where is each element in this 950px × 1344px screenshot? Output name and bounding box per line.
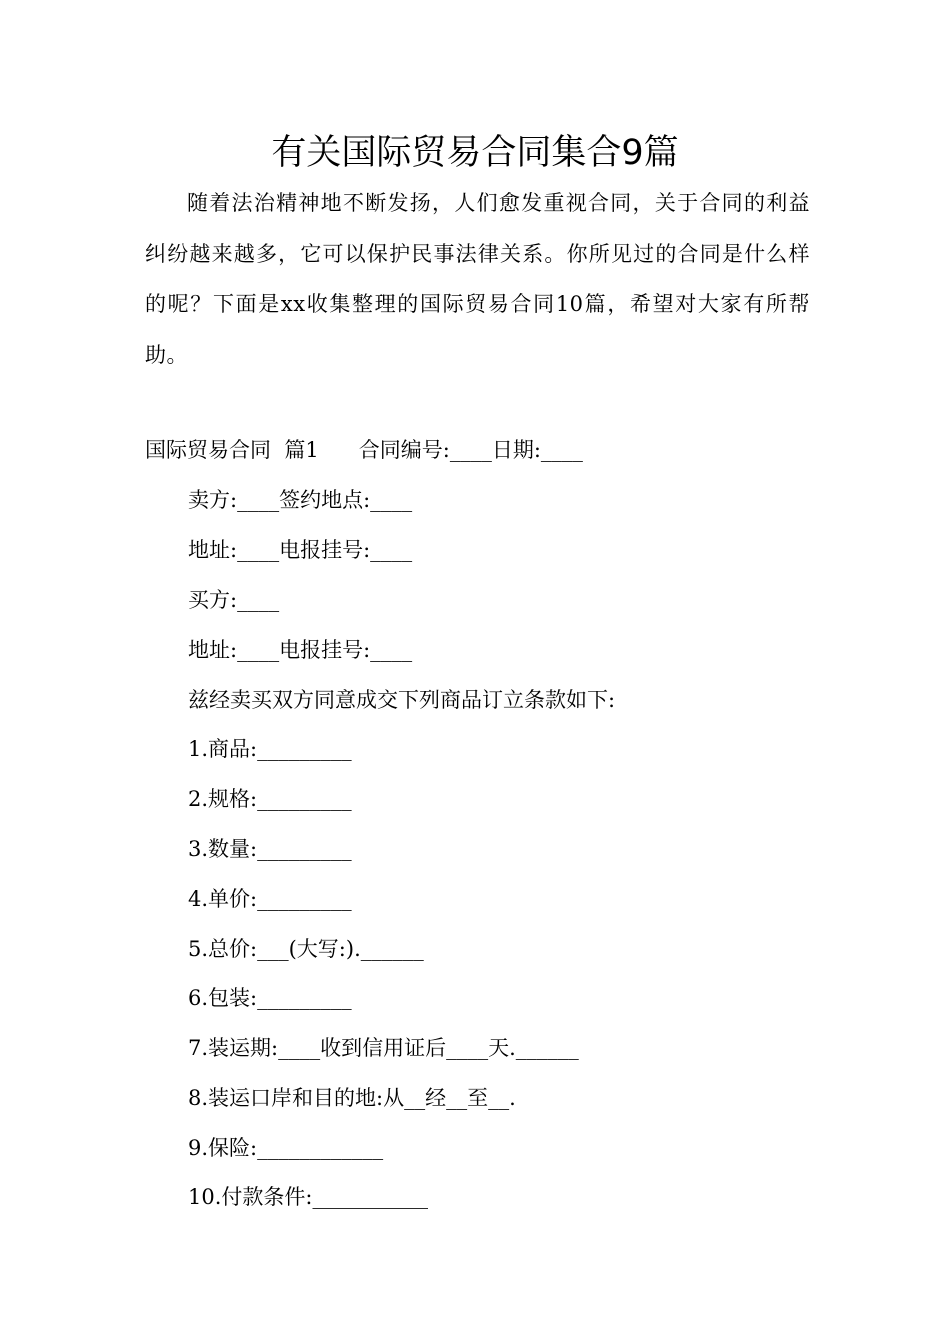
agreement-statement: 兹经卖买双方同意成交下列商品订立条款如下: [188, 688, 616, 712]
clause-insurance: 9.保险:____________ [188, 1136, 384, 1160]
clause-shipment: 7.装运期:____收到信用证后____天.______ [188, 1036, 579, 1060]
clause-total-price: 5.总价:___(大写:).______ [188, 937, 424, 961]
clause-specification: 2.规格:_________ [188, 787, 352, 811]
clause-payment: 10.付款条件:___________ [188, 1185, 428, 1209]
intro-paragraph: 随着法治精神地不断发扬，人们愈发重视合同，关于合同的利益纠纷越来越多，它可以保护民事法律关系。你所见过的合同是什么样的呢？下面是xx收集整理的国际贸易合同10篇，希望对大家有所帮助。 [145, 191, 810, 367]
clause-commodity: 1.商品:_________ [188, 737, 352, 761]
clause-port: 8.装运口岸和目的地:从__经__至__. [188, 1086, 516, 1110]
document-title: 有关国际贸易合同集合9篇 [271, 133, 679, 173]
seller-line: 卖方:____签约地点:____ [188, 488, 413, 512]
buyer-line: 买方:____ [188, 588, 280, 612]
clause-unit-price: 4.单价:_________ [188, 887, 352, 911]
section-heading: 国际贸易合同 篇1 合同编号:____日期:____ [145, 438, 583, 462]
buyer-address-line: 地址:____电报挂号:____ [188, 638, 413, 662]
clause-quantity: 3.数量:_________ [188, 837, 352, 861]
seller-address-line: 地址:____电报挂号:____ [188, 538, 413, 562]
clause-packing: 6.包装:_________ [188, 986, 352, 1010]
